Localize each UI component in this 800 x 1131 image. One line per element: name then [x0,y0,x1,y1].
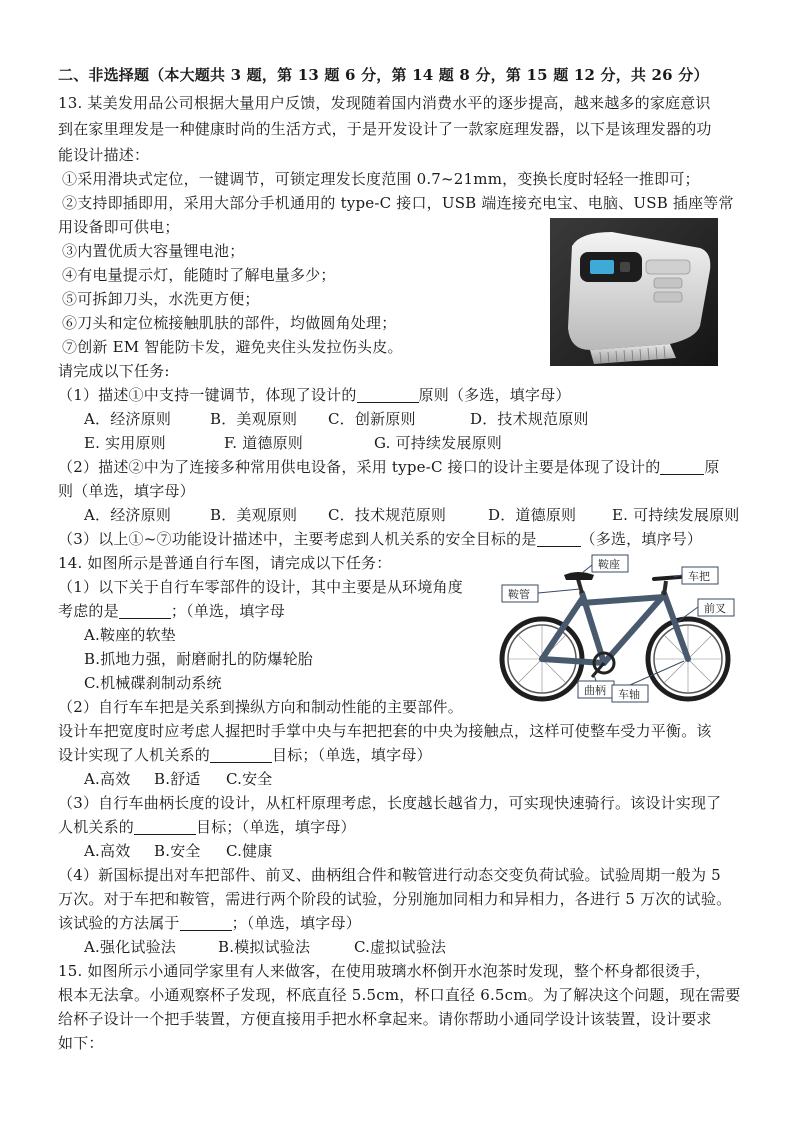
option-item: E. 可持续发展原则 [612,506,740,524]
q13-feature-3: ③内置优质大容量锂电池； [62,242,245,260]
option-item: A.高效 [84,770,131,788]
q13-sub1-question [58,384,571,406]
q13-intro-line-3: 能设计描述： [58,146,150,164]
q13-sub2-question [58,456,720,478]
q15-line-4: 如下： [58,1034,104,1052]
q14-sub1-text-b: ；（单选，填字母 [170,602,285,620]
q15-line-2: 根本无法拿。小通观察杯子发现，杯底直径 5.5cm，杯口直径 6.5cm。为了解决这个问题，现在需要 [58,986,741,1004]
option-item: A．经济原则 [84,506,172,524]
q14-sub4-line1: （4）新国标提出对车把部件、前叉、曲柄组合件和鞍管进行动态交变负荷试验。试验周期一般为 5 [58,866,721,884]
q13-feature-6: ⑥刀头和定位梳接触肌肤的部件，均做圆角处理； [62,314,397,332]
bicycle-figure [484,553,744,703]
q14-sub1-option-c: C.机械碟刹制动系统 [84,674,222,692]
q13-task-prompt: 请完成以下任务: [58,362,170,380]
label-saddle: 鞍座 [598,558,620,571]
q14-sub2-text-b: 目标；（单选，填字母） [272,746,432,764]
q13-sub2-text-b: 原 [704,458,720,476]
q14-intro: 14. 如图所示是普通自行车图，请完成以下任务： [58,554,392,572]
hair-clipper-photo [550,218,718,366]
section-header: 二、非选择题（本大题共 3 题，第 13 题 6 分，第 14 题 8 分，第 15 题 12 分，共 26 分） [58,66,709,84]
option-item: A.强化试验法 [84,938,177,956]
answer-blank[interactable] [537,530,581,547]
q13-sub2-options [84,504,740,526]
q14-sub2-line3 [58,744,432,766]
q14-sub4-line3 [58,912,361,934]
q13-sub2-text-a: （2）描述②中为了连接多种常用供电设备，采用 type-C 接口的设计主要是体现了设计的 [58,458,661,476]
answer-blank[interactable] [357,386,419,403]
q13-sub1-text-a: （1）描述①中支持一键调节，体现了设计的 [58,386,357,404]
bicycle-illustration [484,553,744,703]
q14-sub4-line2: 万次。对于车把和鞍管，需进行两个阶段的试验，分别施加同相力和异相力，各进行 5 万次的试验。 [58,890,732,908]
q14-sub3-text-b: 目标；（单选，填字母） [196,818,356,836]
q14-sub1-line1: （1）以下关于自行车零部件的设计，其中主要是从环境角度 [58,578,463,596]
q14-sub3-options [84,840,273,862]
option-item: C．技术规范原则 [328,506,447,524]
option-item: A.高效 [84,842,131,860]
q14-sub2-line1: （2）自行车车把是关系到操纵方向和制动性能的主要部件。 [58,698,463,716]
q15-line-1: 15. 如图所示小通同学家里有人来做客，在使用玻璃水杯倒开水泡茶时发现，整个杯身都很烫手， [58,962,711,980]
option-item: E. 实用原则 [84,434,166,452]
q14-sub4-text-b: ；（单选，填字母） [231,914,361,932]
option-item: B.安全 [154,842,201,860]
option-item: B．美观原则 [210,506,298,524]
q13-intro-line-1: 13. 某美发用品公司根据大量用户反馈，发现随着国内消费水平的逐步提高，越来越多的家庭意识 [58,94,711,112]
q13-sub3-question [58,528,702,550]
label-axle: 车轴 [618,688,640,701]
option-item: B.模拟试验法 [218,938,311,956]
q14-sub2-options [84,768,273,790]
q13-feature-7: ⑦创新 EM 智能防卡发，避免夹住头发拉伤头皮。 [62,338,403,356]
option-item: C.健康 [226,842,273,860]
bike-part-labels [502,555,734,702]
q13-feature-2: ②支持即插即用，采用大部分手机通用的 type-C 接口，USB 端连接充电宝、电脑、USB 插座等常 [62,194,734,212]
option-item: A．经济原则 [84,410,172,428]
option-item: D．道德原则 [488,506,577,524]
q14-sub4-options [84,936,446,958]
option-item: G. 可持续发展原则 [374,434,502,452]
label-handlebar: 车把 [688,570,710,583]
q15-line-3: 给杯子设计一个把手装置，方便直接用手把水杯拿起来。请你帮助小通同学设计该装置，设计要求 [58,1010,712,1028]
q13-sub2-text-c: 则（单选，填字母） [58,482,195,500]
answer-blank[interactable] [180,914,232,931]
q13-sub3-text-a: （3）以上①~⑦功能设计描述中，主要考虑到人机关系的安全目标的是 [58,530,537,548]
q13-sub1-options-row1 [84,408,589,430]
option-item: C．创新原则 [328,410,416,428]
q14-sub3-line2 [58,816,356,838]
option-item: C.虚拟试验法 [354,938,447,956]
label-seat-tube: 鞍管 [508,588,530,601]
answer-blank[interactable] [210,746,272,763]
q14-sub4-text-a: 该试验的方法属于 [58,914,180,932]
q13-feature-5: ⑤可拆卸刀头，水洗更方便； [62,290,260,308]
q13-feature-4: ④有电量提示灯，能随时了解电量多少； [62,266,336,284]
label-crank: 曲柄 [584,684,606,697]
option-item: B．美观原则 [210,410,298,428]
q14-sub2-text-a: 设计实现了人机关系的 [58,746,211,764]
answer-blank[interactable] [119,602,171,619]
q14-sub1-text-a: 考虑的是 [58,602,119,620]
q13-feature-1: ①采用滑块式定位，一键调节，可锁定理发长度范围 0.7~21mm，变换长度时轻轻一推即可； [62,170,700,188]
q14-sub3-line1: （3）自行车曲柄长度的设计，从杠杆原理考虑，长度越长越省力，可实现快速骑行。该设计实现了 [58,794,722,812]
q13-sub1-options-row2 [84,432,502,454]
q14-sub1-option-b: B.抓地力强，耐磨耐扎的防爆轮胎 [84,650,313,668]
answer-blank[interactable] [660,458,704,475]
q14-sub1-line2 [58,600,285,622]
q14-sub2-line2: 设计车把宽度时应考虑人握把时手掌中央与车把把套的中央为接触点，这样可使整车受力平衡。该 [58,722,712,740]
option-item: C.安全 [226,770,273,788]
q13-sub1-text-b: 原则（多选，填字母） [418,386,571,404]
q13-sub3-text-b: （多选，填序号） [580,530,703,548]
option-item: D．技术规范原则 [470,410,589,428]
option-item: B.舒适 [154,770,201,788]
hair-clipper-illustration [550,218,718,366]
label-fork: 前叉 [704,602,726,615]
q13-intro-line-2: 到在家里理发是一种健康时尚的生活方式，于是开发设计了一款家庭理发器，以下是该理发器的功 [58,120,712,138]
q14-sub3-text-a: 人机关系的 [58,818,135,836]
q13-feature-2-cont: 用设备即可供电； [58,218,180,236]
answer-blank[interactable] [134,818,196,835]
option-item: F. 道德原则 [224,434,304,452]
q14-sub1-option-a: A.鞍座的软垫 [84,626,177,644]
